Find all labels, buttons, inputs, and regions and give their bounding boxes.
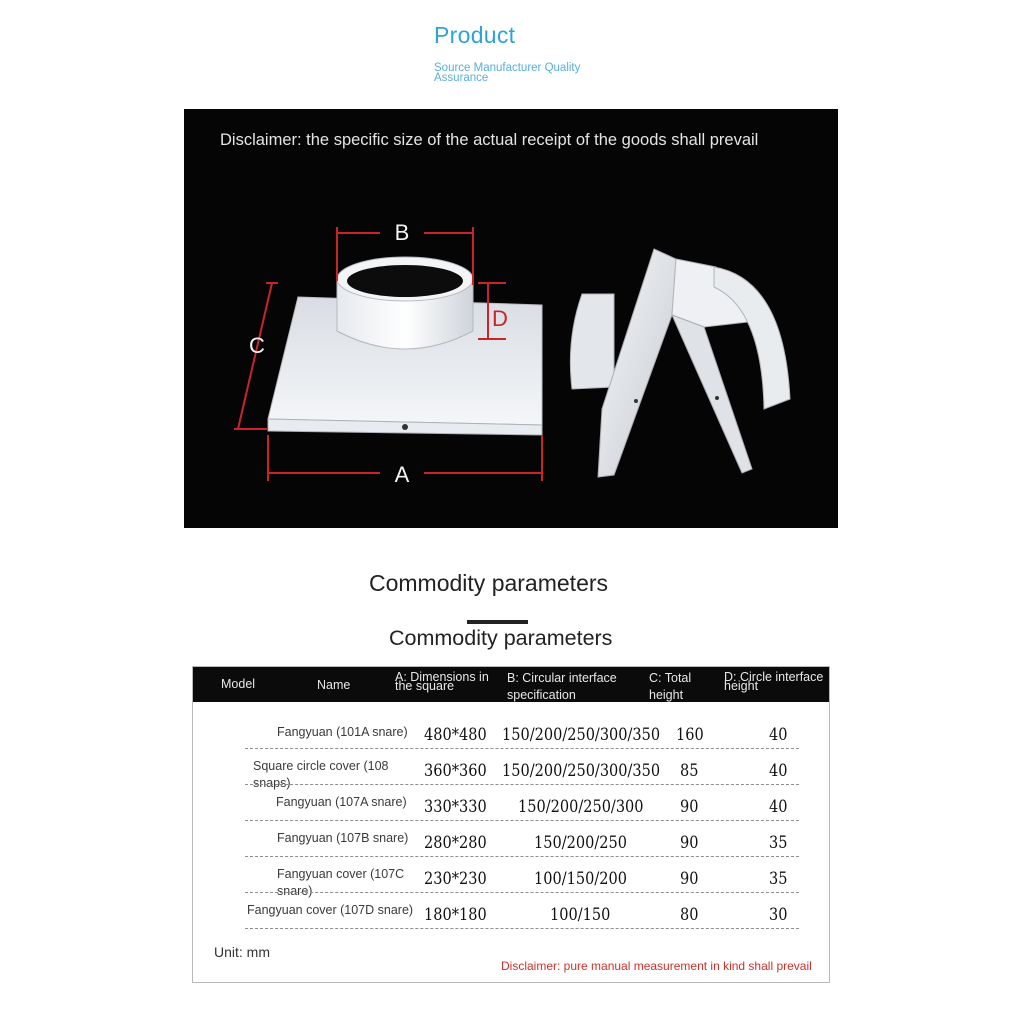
row-d: 35 xyxy=(769,833,788,852)
row-c: 85 xyxy=(680,761,699,780)
row-a: 280*280 xyxy=(424,833,487,852)
row-a: 180*180 xyxy=(424,905,487,924)
dimension-label-a: A xyxy=(394,462,410,487)
row-divider xyxy=(245,856,799,857)
parameter-table xyxy=(192,666,830,983)
dimension-label-c: C xyxy=(249,333,265,358)
row-c: 90 xyxy=(680,833,699,852)
row-d: 40 xyxy=(769,797,788,816)
product-title: Product xyxy=(434,22,516,48)
table-row xyxy=(193,824,829,860)
row-name: Fangyuan cover (107D snare) xyxy=(247,903,414,917)
row-b: 150/200/250 xyxy=(534,833,627,852)
dimension-label-b: B xyxy=(394,220,410,245)
row-divider xyxy=(245,784,799,785)
row-a: 360*360 xyxy=(424,761,487,780)
table-row xyxy=(193,716,829,752)
table-row xyxy=(193,896,829,932)
product-subtitle: Source Manufacturer Quality Assurance xyxy=(434,62,581,84)
row-b: 150/200/250/300 xyxy=(518,797,644,816)
square-to-round-adapter-angled xyxy=(570,249,790,477)
row-b: 100/150/200 xyxy=(534,869,627,888)
row-a: 230*230 xyxy=(424,869,487,888)
row-b: 100/150 xyxy=(550,905,611,924)
row-name: Fangyuan cover (107C snare) xyxy=(277,867,405,898)
row-a: 480*480 xyxy=(424,725,487,744)
header-dimension-b: B: Circular interface specification xyxy=(507,671,617,702)
section-divider xyxy=(467,620,528,624)
row-name: Fangyuan (107A snare) xyxy=(276,795,407,809)
header-name: Name xyxy=(317,678,351,692)
dimension-label-d: D xyxy=(492,306,508,331)
header-dimension-d: D: Circle interface height xyxy=(724,670,824,693)
row-c: 90 xyxy=(680,797,699,816)
row-divider xyxy=(245,820,799,821)
row-b: 150/200/250/300/350 xyxy=(502,761,661,780)
row-name: Fangyuan (101A snare) xyxy=(277,725,408,739)
row-a: 330*330 xyxy=(424,797,487,816)
row-divider xyxy=(245,892,799,893)
header-dimension-a: A: Dimensions in the square xyxy=(395,670,489,693)
unit-label: Unit: mm xyxy=(214,944,270,960)
header-model: Model xyxy=(221,677,256,691)
row-c: 80 xyxy=(680,905,699,924)
table-row xyxy=(193,752,829,788)
row-c: 160 xyxy=(676,725,704,744)
table-row xyxy=(193,860,829,896)
measurement-disclaimer: Disclaimer: pure manual measurement in kind shall prevail xyxy=(501,959,812,973)
row-d: 40 xyxy=(769,761,788,780)
section-title: Commodity parameters xyxy=(369,570,609,596)
row-d: 35 xyxy=(769,869,788,888)
row-divider xyxy=(245,928,799,929)
table-header xyxy=(193,667,829,702)
row-name: Fangyuan (107B snare) xyxy=(277,831,409,845)
product-illustration xyxy=(184,109,838,528)
row-d: 30 xyxy=(769,905,788,924)
product-hero-image xyxy=(184,109,838,528)
row-name: Square circle cover (108 snaps) xyxy=(253,759,389,790)
row-divider xyxy=(245,748,799,749)
row-c: 90 xyxy=(680,869,699,888)
row-d: 40 xyxy=(769,725,788,744)
table-row xyxy=(193,788,829,824)
header-dimension-c: C: Total height xyxy=(649,671,692,702)
row-b: 150/200/250/300/350 xyxy=(502,725,661,744)
section-subtitle: Commodity parameters xyxy=(389,626,613,650)
hero-disclaimer: Disclaimer: the specific size of the actual receipt of the goods shall prevail xyxy=(220,131,759,149)
